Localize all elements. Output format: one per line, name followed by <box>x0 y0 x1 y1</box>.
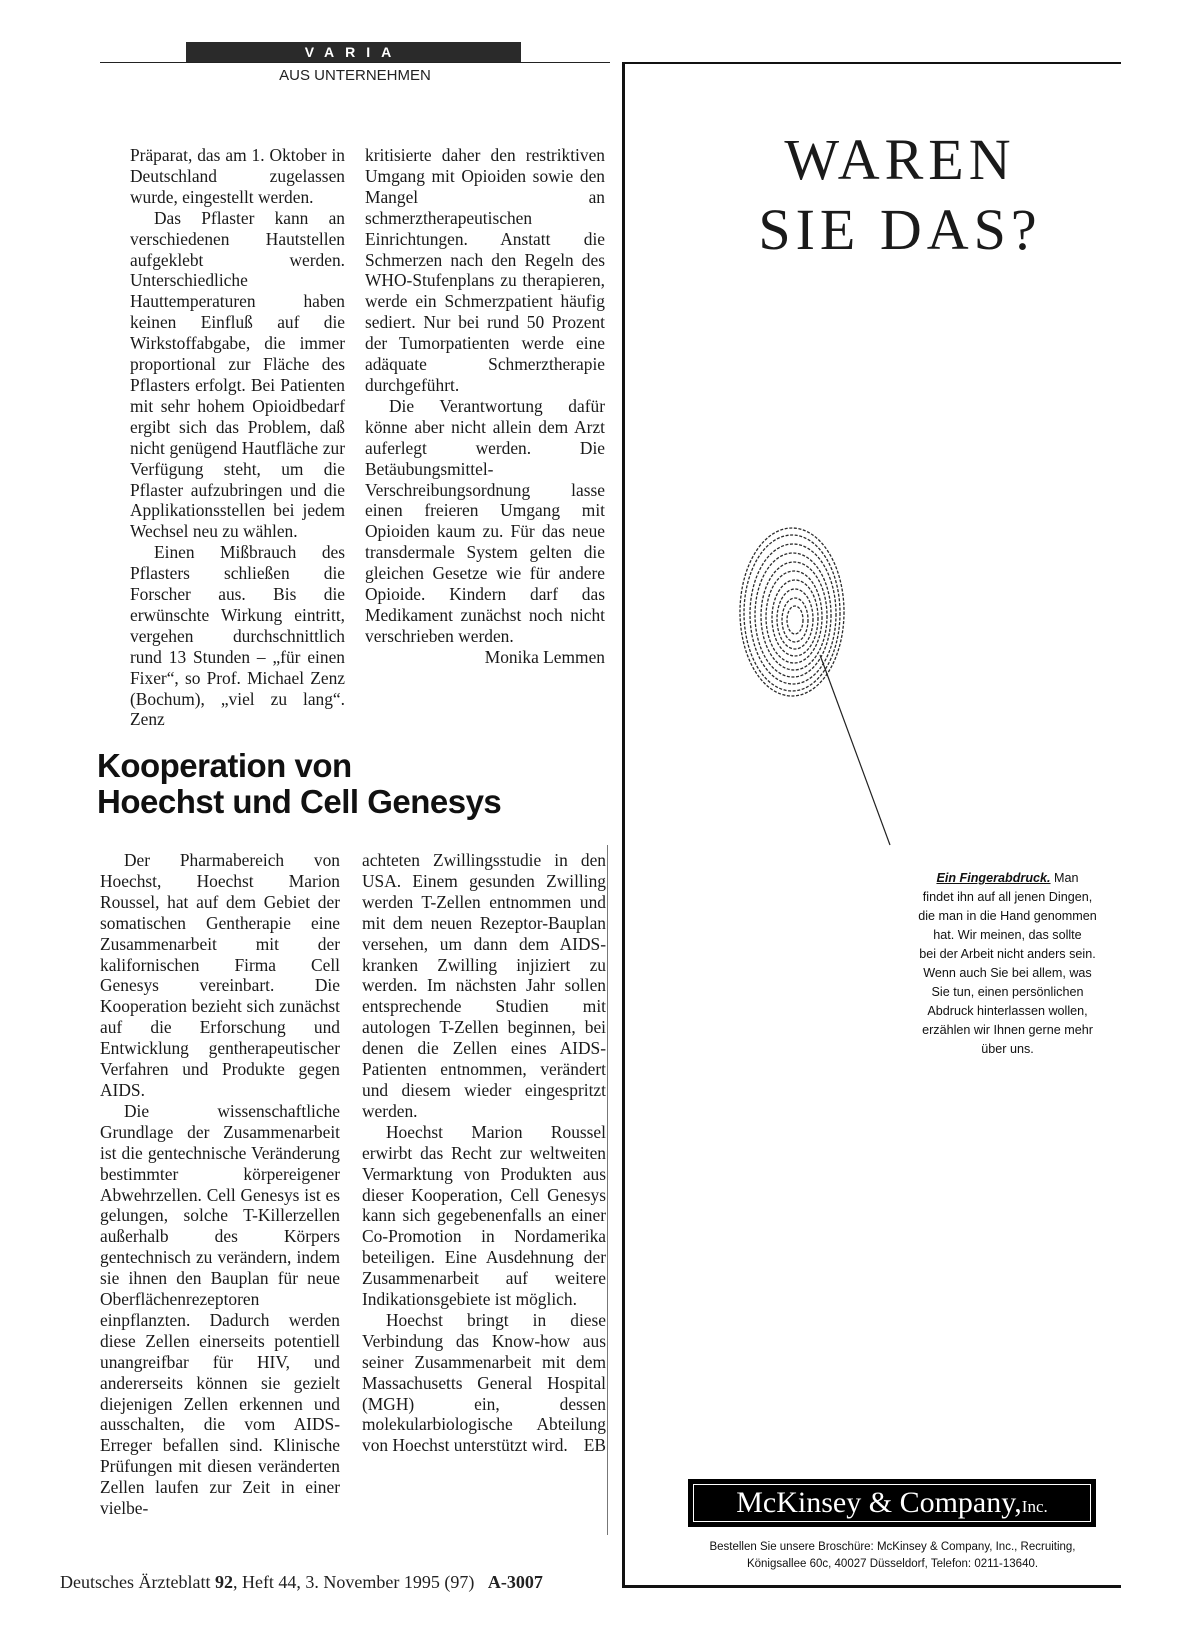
paragraph-text: Hoechst bringt in diese Verbindung das Know-how aus seiner Zusammenarbeit mit dem Massachusetts General Hospital (MGH) ein, dessen molekularbiologische Abteilung von Hoechst unterstützt wird. <box>362 1309 606 1456</box>
caption-line: hat. Wir meinen, das sollte <box>933 928 1082 942</box>
article1-column1 <box>130 145 345 730</box>
caption-line: Wenn auch Sie bei allem, was <box>923 966 1092 980</box>
caption-line: Man <box>1050 871 1079 885</box>
headline-line: Kooperation von <box>97 747 352 784</box>
article2-column2 <box>362 850 606 1456</box>
paragraph <box>365 395 605 667</box>
logo-frame <box>693 1484 1091 1522</box>
paragraph: Hoechst Marion Roussel erwirbt das Recht zur weltweiten Vermarktung von Produkten aus dieser Kooperation, Cell Genesys kann sich gegebenenfalls an einer Co-Promotion in Nordamerika beteiligen. Eine Ausdehnung der Zusammenarbeit auf weitere Indikationsgebiete ist möglich. <box>362 1121 606 1310</box>
ad-headline-line: SIE DAS? <box>758 197 1042 262</box>
paragraph: Der Pharmabereich von Hoechst, Hoechst Marion Roussel, hat auf dem Gebiet der somatischen Gentherapie eine Zusammenarbeit mit der kalifornischen Firma Cell Genesys vereinbart. Die Kooperation bezieht sich zunächst auf die Erforschung und Entwicklung gentherapeutischer Verfahren und Produkte gegen AIDS. <box>100 850 340 1100</box>
ad-border-bottom <box>622 1585 1121 1588</box>
logo-text: McKinsey & Company, <box>736 1486 1022 1519</box>
ad-border-top <box>624 62 1121 64</box>
column-rule <box>607 845 608 1535</box>
subsection-label: AUS UNTERNEHMEN <box>279 67 431 84</box>
contact-line: Bestellen Sie unsere Broschüre: McKinsey & Company, Inc., Recruiting, <box>709 1541 1076 1553</box>
article1-column2 <box>365 145 605 668</box>
issue-info: , Heft 44, 3. November 1995 (97) <box>232 1572 475 1592</box>
paragraph: Die wissenschaftliche Grundlage der Zusammenarbeit ist die gentechnische Veränderung bestimmter körpereigener Abwehrzellen. Cell Genesys ist es gelungen, solche T-Killerzellen außerhalb des Körpers gentechnisch zu verändern, indem sie ihnen den Bauplan für neue Oberflächenrezeptoren einpflanzten. Dadurch werden diese Zellen einerseits potentiell unangreifbar für HIV, und andererseits können sie gezielt diejenigen Zellen erkennen und ausschalten, die vom AIDS-Erreger befallen sind. Klinische Prüfungen mit diesen veränderten Zellen laufen zur Zeit in einer vielbe- <box>100 1100 340 1519</box>
article2-column1 <box>100 850 340 1519</box>
fingerprint-icon <box>725 525 895 865</box>
paragraph: Einen Mißbrauch des Pflasters schließen die Forscher aus. Bis die erwünschte Wirkung eintritt, vergehen durchschnittlich rund 13 Stunden – „für einen Fixer“, so Prof. Michael Zenz (Bochum), „viel zu lang“. Zenz <box>130 542 345 730</box>
page-number: A-3007 <box>487 1572 543 1592</box>
article2-headline <box>97 748 597 820</box>
ad-border-left <box>622 62 625 1588</box>
paragraph: Präparat, das am 1. Oktober in Deutschland zugelassen wurde, eingestellt werden. <box>130 145 345 207</box>
caption-line: über uns. <box>981 1042 1034 1056</box>
paragraph-text: Die Verantwortung dafür könne aber nicht allein dem Arzt auferlegt werden. Die Betäubungsmittel-Verschreibungsordnung lasse einen freieren Umgang mit Opioiden kaum zu. Für das neue transdermale System gelten die gleichen Gesetze wie für andere Opioide. Kindern darf das Medikament zunächst noch nicht verschrieben werden. <box>365 395 605 646</box>
caption-line: erzählen wir Ihnen gerne mehr <box>922 1023 1093 1037</box>
caption-highlight: Ein Fingerabdruck. <box>936 871 1051 885</box>
volume-number: 92 <box>214 1572 233 1592</box>
caption-line: die man in die Hand genommen <box>918 909 1097 923</box>
company-logo <box>688 1479 1096 1527</box>
author-signature: EB <box>583 1435 606 1456</box>
author-signature: Monika Lemmen <box>484 646 605 667</box>
logo-suffix: Inc. <box>1021 1497 1048 1516</box>
section-label: VARIA <box>186 42 521 62</box>
headline-line: Hoechst und Cell Genesys <box>97 783 502 820</box>
paragraph: achteten Zwillingsstudie in den USA. Einem gesunden Zwilling werden T-Zellen entnommen und mit dem neuen Rezeptor-Bauplan versehen, um dann dem AIDS-kranken Zwilling injiziert zu werden. Im nächsten Jahr sollen entsprechende Studien mit autologen T-Zellen beginnen, bei denen die Zellen eines AIDS-Patienten entnommen, verändert und diesem wieder eingespritzt werden. <box>362 850 606 1121</box>
caption-line: Sie tun, einen persönlichen <box>931 985 1084 999</box>
ad-caption <box>900 869 1115 1059</box>
journal-name: Deutsches Ärzteblatt <box>60 1572 211 1592</box>
ad-contact <box>665 1539 1120 1573</box>
caption-line: findet ihn auf all jenen Dingen, <box>922 890 1093 904</box>
paragraph: kritisierte daher den restriktiven Umgang mit Opioiden sowie den Mangel an schmerztherapeutischen Einrichtungen. Anstatt die Schmerzen nach den Regeln des WHO-Stufenplans zu therapieren, werde ein Schmerzpatient häufig sediert. Nur bei rund 50 Prozent der Tumorpatienten werde eine adäquate Schmerztherapie durchgeführt. <box>365 145 605 395</box>
header-rule <box>100 62 610 63</box>
ad-headline <box>690 125 1110 265</box>
page-footer <box>60 1572 620 1593</box>
caption-line: Abdruck hinterlassen wollen, <box>927 1004 1088 1018</box>
ad-headline-line: WAREN <box>784 127 1016 192</box>
caption-line: bei der Arbeit nicht anders sein. <box>919 947 1096 961</box>
paragraph <box>362 1310 606 1456</box>
contact-line: Königsallee 60c, 40027 Düsseldorf, Telefon: 0211-13640. <box>746 1558 1039 1570</box>
paragraph: Das Pflaster kann an verschiedenen Hautstellen aufgeklebt werden. Unterschiedliche Hauttemperaturen haben keinen Einfluß auf die Wirkstoffabgabe, die immer proportional zur Fläche des Pflasters erfolgt. Bei Patienten mit sehr hohem Opioidbedarf ergibt sich das Problem, daß nicht genügend Hautfläche zur Verfügung steht, um die Pflaster aufzubringen und die Applikationsstellen bei jedem Wechsel neu zu wählen. <box>130 207 345 542</box>
